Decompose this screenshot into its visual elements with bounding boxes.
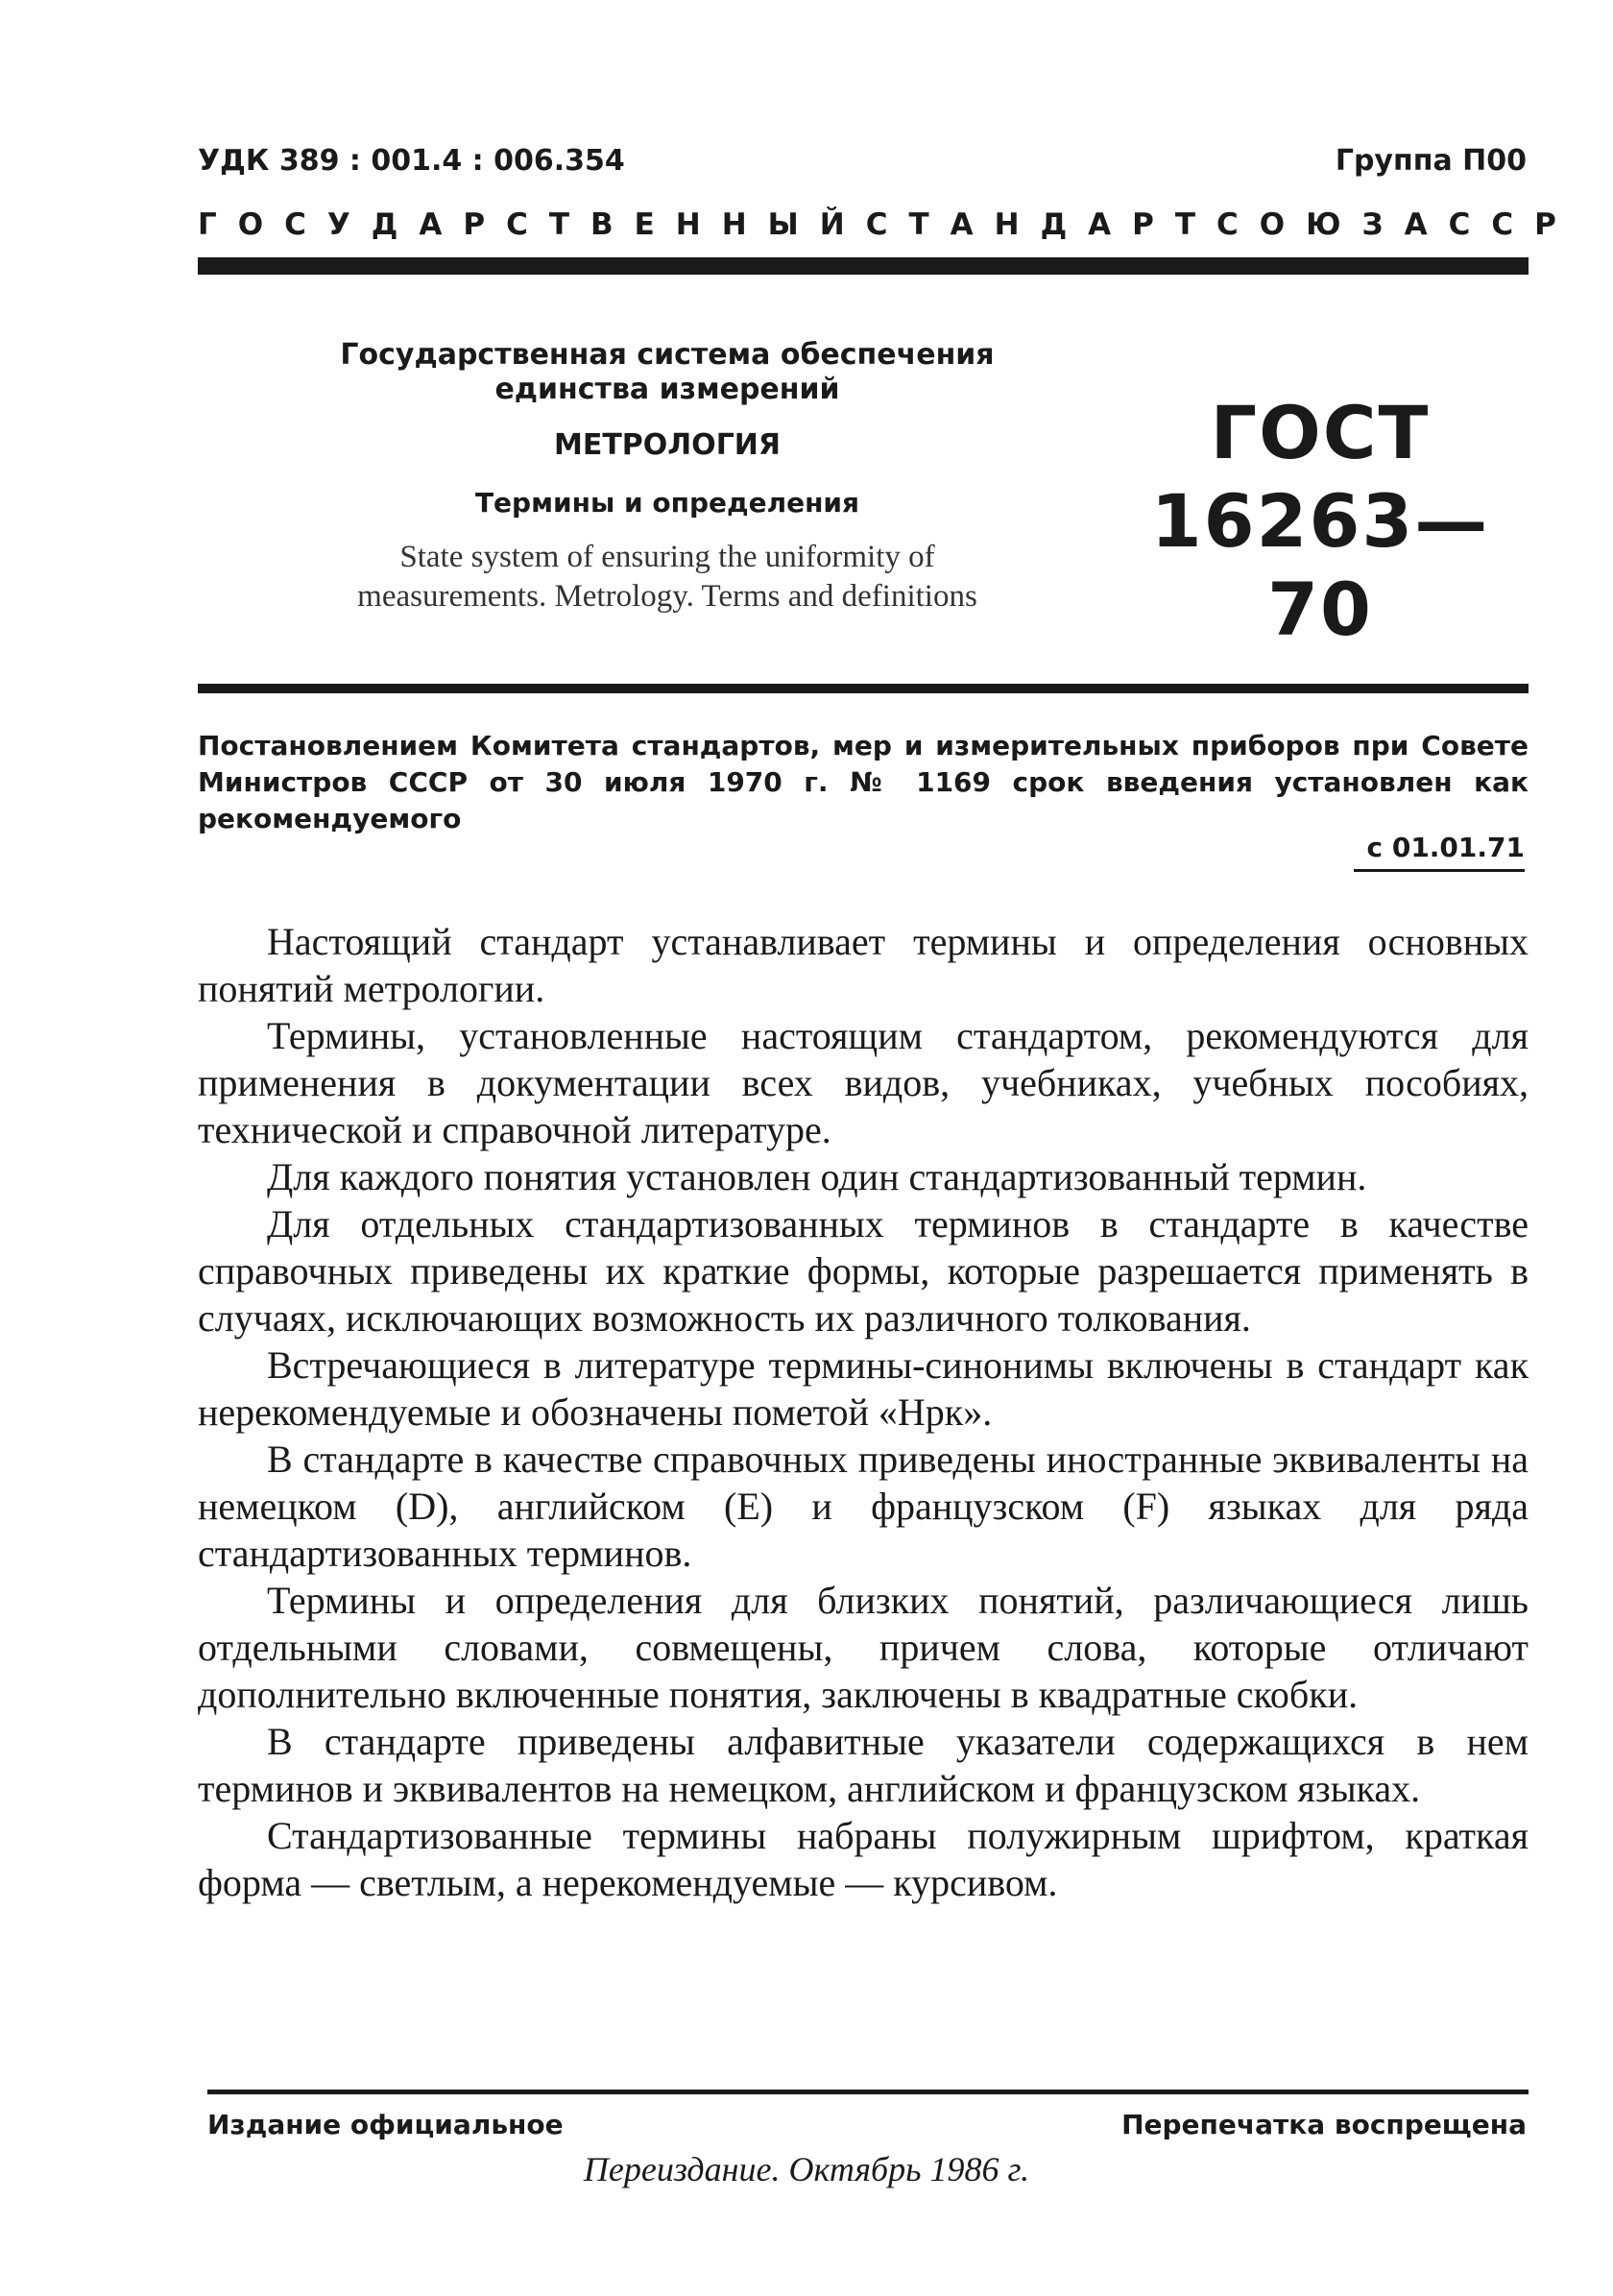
paragraph: Стандартизованные термины набраны полужирным шрифтом, краткая форма — светлым, а нерекомендуемые — курсивом. xyxy=(198,1814,1529,1904)
english-title-line-2: measurements. Metrology. Terms and definitions xyxy=(357,579,977,614)
state-standard-heading xyxy=(198,207,1577,242)
heading-word-1: ГОСУДАРСТВЕННЫЙ xyxy=(198,207,866,242)
reprint-notice: Перепечатка воспрещена xyxy=(1121,2109,1527,2140)
gost-number: 16263—70 xyxy=(1150,478,1490,652)
reissue-note: Переиздание. Октябрь 1986 г. xyxy=(583,2150,1030,2188)
heading-word-2: СТАНДАРТ xyxy=(865,207,1217,242)
effective-date: с 01.01.71 xyxy=(1354,832,1525,872)
title-subject: МЕТРОЛОГИЯ xyxy=(553,428,782,462)
title-rule xyxy=(198,684,1529,693)
group-code: Группа П00 xyxy=(1335,144,1527,178)
paragraph: Для каждого понятия установлен один стандартизованный термин. xyxy=(267,1155,1367,1198)
footer-rule xyxy=(207,2090,1529,2094)
official-edition: Издание официальное xyxy=(207,2109,564,2140)
paragraph: Термины, установленные настоящим стандартом, рекомендуются для применения в документации всех видов, учебниках, учебных пособиях, технической и справочной литературе. xyxy=(198,1014,1529,1151)
title-line-1: Государственная система обеспечения xyxy=(340,338,995,372)
title-block xyxy=(278,338,1056,616)
gost-label: ГОСТ xyxy=(1210,390,1431,475)
title-subtitle: Термины и определения xyxy=(474,487,860,519)
title-line-2: единства измерений xyxy=(494,373,840,406)
paragraph: В стандарте приведены алфавитные указатели содержащихся в нем терминов и эквивалентов на немецком, английском и французском языках. xyxy=(198,1720,1529,1810)
english-title xyxy=(278,538,1056,616)
udk-code: УДК 389 : 001.4 : 006.354 xyxy=(198,144,625,178)
body-text xyxy=(198,918,1529,1906)
paragraph: Термины и определения для близких понятий, различающиеся лишь отдельными словами, совмещены, причем слова, которые отличают дополнительно включенные понятия, заключены в квадратные скобки. xyxy=(198,1579,1529,1716)
gost-designation xyxy=(1123,389,1517,654)
english-title-line-1: State system of ensuring the uniformity of xyxy=(399,540,935,574)
header-rule xyxy=(198,257,1529,275)
paragraph: Для отдельных стандартизованных терминов в стандарте в качестве справочных приведены их краткие формы, которые разрешается применять в случаях, исключающих возможность их различного толкования. xyxy=(198,1202,1529,1340)
paragraph: В стандарте в качестве справочных приведены иностранные эквиваленты на немецком (D), английском (E) и французском (F) языках для ряда стандартизованных терминов. xyxy=(198,1438,1529,1575)
heading-word-3: СОЮЗА xyxy=(1216,207,1449,242)
heading-word-4: ССР xyxy=(1448,207,1577,242)
paragraph: Настоящий стандарт устанавливает термины и определения основных понятий метрологии. xyxy=(198,920,1529,1010)
paragraph: Встречающиеся в литературе термины-синонимы включены в стандарт как нерекомендуемые и обозначены пометой «Нрк». xyxy=(198,1343,1529,1434)
decree-text: Постановлением Комитета стандартов, мер и измерительных приборов при Совете Министров СССР от 30 июля 1970 г. № 1169 срок введения установлен как рекомендуемого xyxy=(198,730,1529,834)
